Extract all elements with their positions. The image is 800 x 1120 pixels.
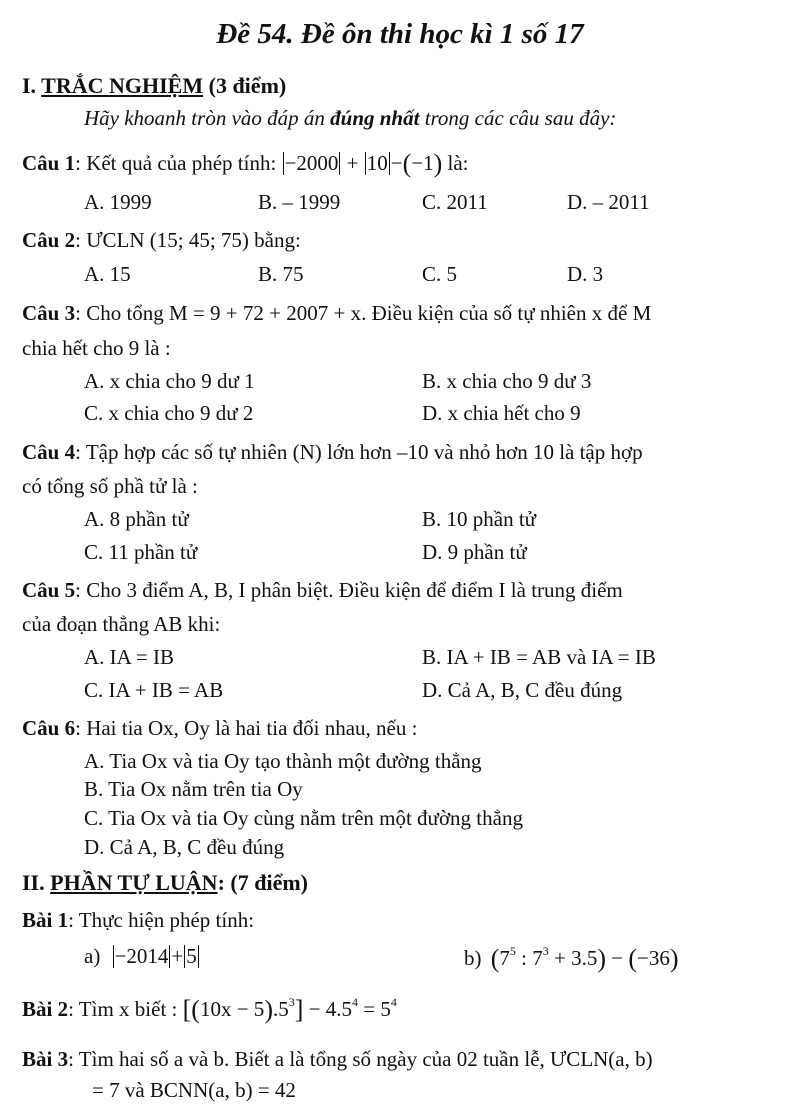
option: C. IA + IB = AB [84, 678, 224, 702]
question-5: Câu 5: Cho 3 điểm A, B, I phân biệt. Điều kiện để điểm I là trung điểm [22, 578, 623, 602]
section-heading-multiple-choice [22, 73, 286, 99]
option: B. IA + IB = AB và IA = IB [422, 645, 656, 669]
option: B. 75 [258, 262, 304, 286]
exercise-1a: a) −2014 + 5 [84, 944, 197, 968]
option: B. Tia Ox nằm trên tia Oy [84, 777, 303, 801]
section-heading-essay: II. PHẦN TỰ LUẬN: (7 điểm) [22, 870, 308, 895]
option: B. – 1999 [258, 190, 341, 214]
option: A. 1999 [84, 190, 152, 214]
option: D. 3 [567, 262, 604, 286]
option: A. Tia Ox và tia Oy tạo thành một đường thẳng [84, 749, 482, 773]
option: A. 15 [84, 262, 131, 286]
question-3: Câu 3: Cho tổng M = 9 + 72 + 2007 + x. Điều kiện của số tự nhiên x để M [22, 301, 652, 325]
question-5-cont: của đoạn thẳng AB khi: [22, 612, 221, 636]
exercise-3-cont: = 7 và BCNN(a, b) = 42 [92, 1078, 296, 1102]
section-label: TRẮC NGHIỆM [41, 73, 204, 98]
instruction: Hãy khoanh tròn vào đáp án đúng nhất trong các câu sau đây: [84, 106, 617, 130]
option: C. 5 [422, 262, 458, 286]
exercise-1b: b) ($7^5$ : $7^3 + 3.5) - (-36)$ [464, 944, 679, 973]
question-6: Câu 6: Hai tia Ox, Oy là hai tia đối nhau, nếu : [22, 716, 418, 740]
exercise-3: Bài 3: Tìm hai số a và b. Biết a là tổng số ngày của 02 tuần lễ, ƯCLN(a, b) [22, 1047, 653, 1071]
q1-expression: −2000 + 10 −(−1) [284, 149, 443, 178]
option: A. IA = IB [84, 645, 175, 669]
exercise-2: Bài 2: Tìm x biết : $[(10x - 5).5^3] - 4.5^4 = 5^4$ [22, 995, 397, 1024]
section-points: (3 điểm) [208, 73, 287, 98]
question-3-cont: chia hết cho 9 là : [22, 336, 171, 360]
option: C. 2011 [422, 190, 488, 214]
option: D. Cả A, B, C đều đúng [422, 678, 623, 702]
option: B. 10 phần tử [422, 507, 537, 531]
option: D. – 2011 [567, 190, 650, 214]
question-2: Câu 2: ƯCLN (15; 45; 75) bằng: [22, 228, 301, 252]
option: D. x chia hết cho 9 [422, 401, 581, 425]
option: B. x chia cho 9 dư 3 [422, 369, 592, 393]
section-number: I. [22, 73, 37, 98]
page-title: Đề 54. Đề ôn thi học kì 1 số 17 [216, 18, 584, 50]
option: C. 11 phần tử [84, 540, 198, 564]
option: D. 9 phần tử [422, 540, 527, 564]
option: A. x chia cho 9 dư 1 [84, 369, 255, 393]
question-4: Câu 4: Tập hợp các số tự nhiên (N) lớn hơn –10 và nhỏ hơn 10 là tập hợp [22, 440, 643, 464]
question-4-cont: có tổng số phầ tử là : [22, 474, 198, 498]
option: D. Cả A, B, C đều đúng [84, 835, 285, 859]
option: C. Tia Ox và tia Oy cùng nằm trên một đường thẳng [84, 806, 523, 830]
question-1: Câu 1: Kết quả của phép tính: −2000 + 10 −(−1) là: [22, 149, 469, 178]
option: A. 8 phần tử [84, 507, 189, 531]
exercise-1: Bài 1: Thực hiện phép tính: [22, 908, 255, 932]
option: C. x chia cho 9 dư 2 [84, 401, 254, 425]
